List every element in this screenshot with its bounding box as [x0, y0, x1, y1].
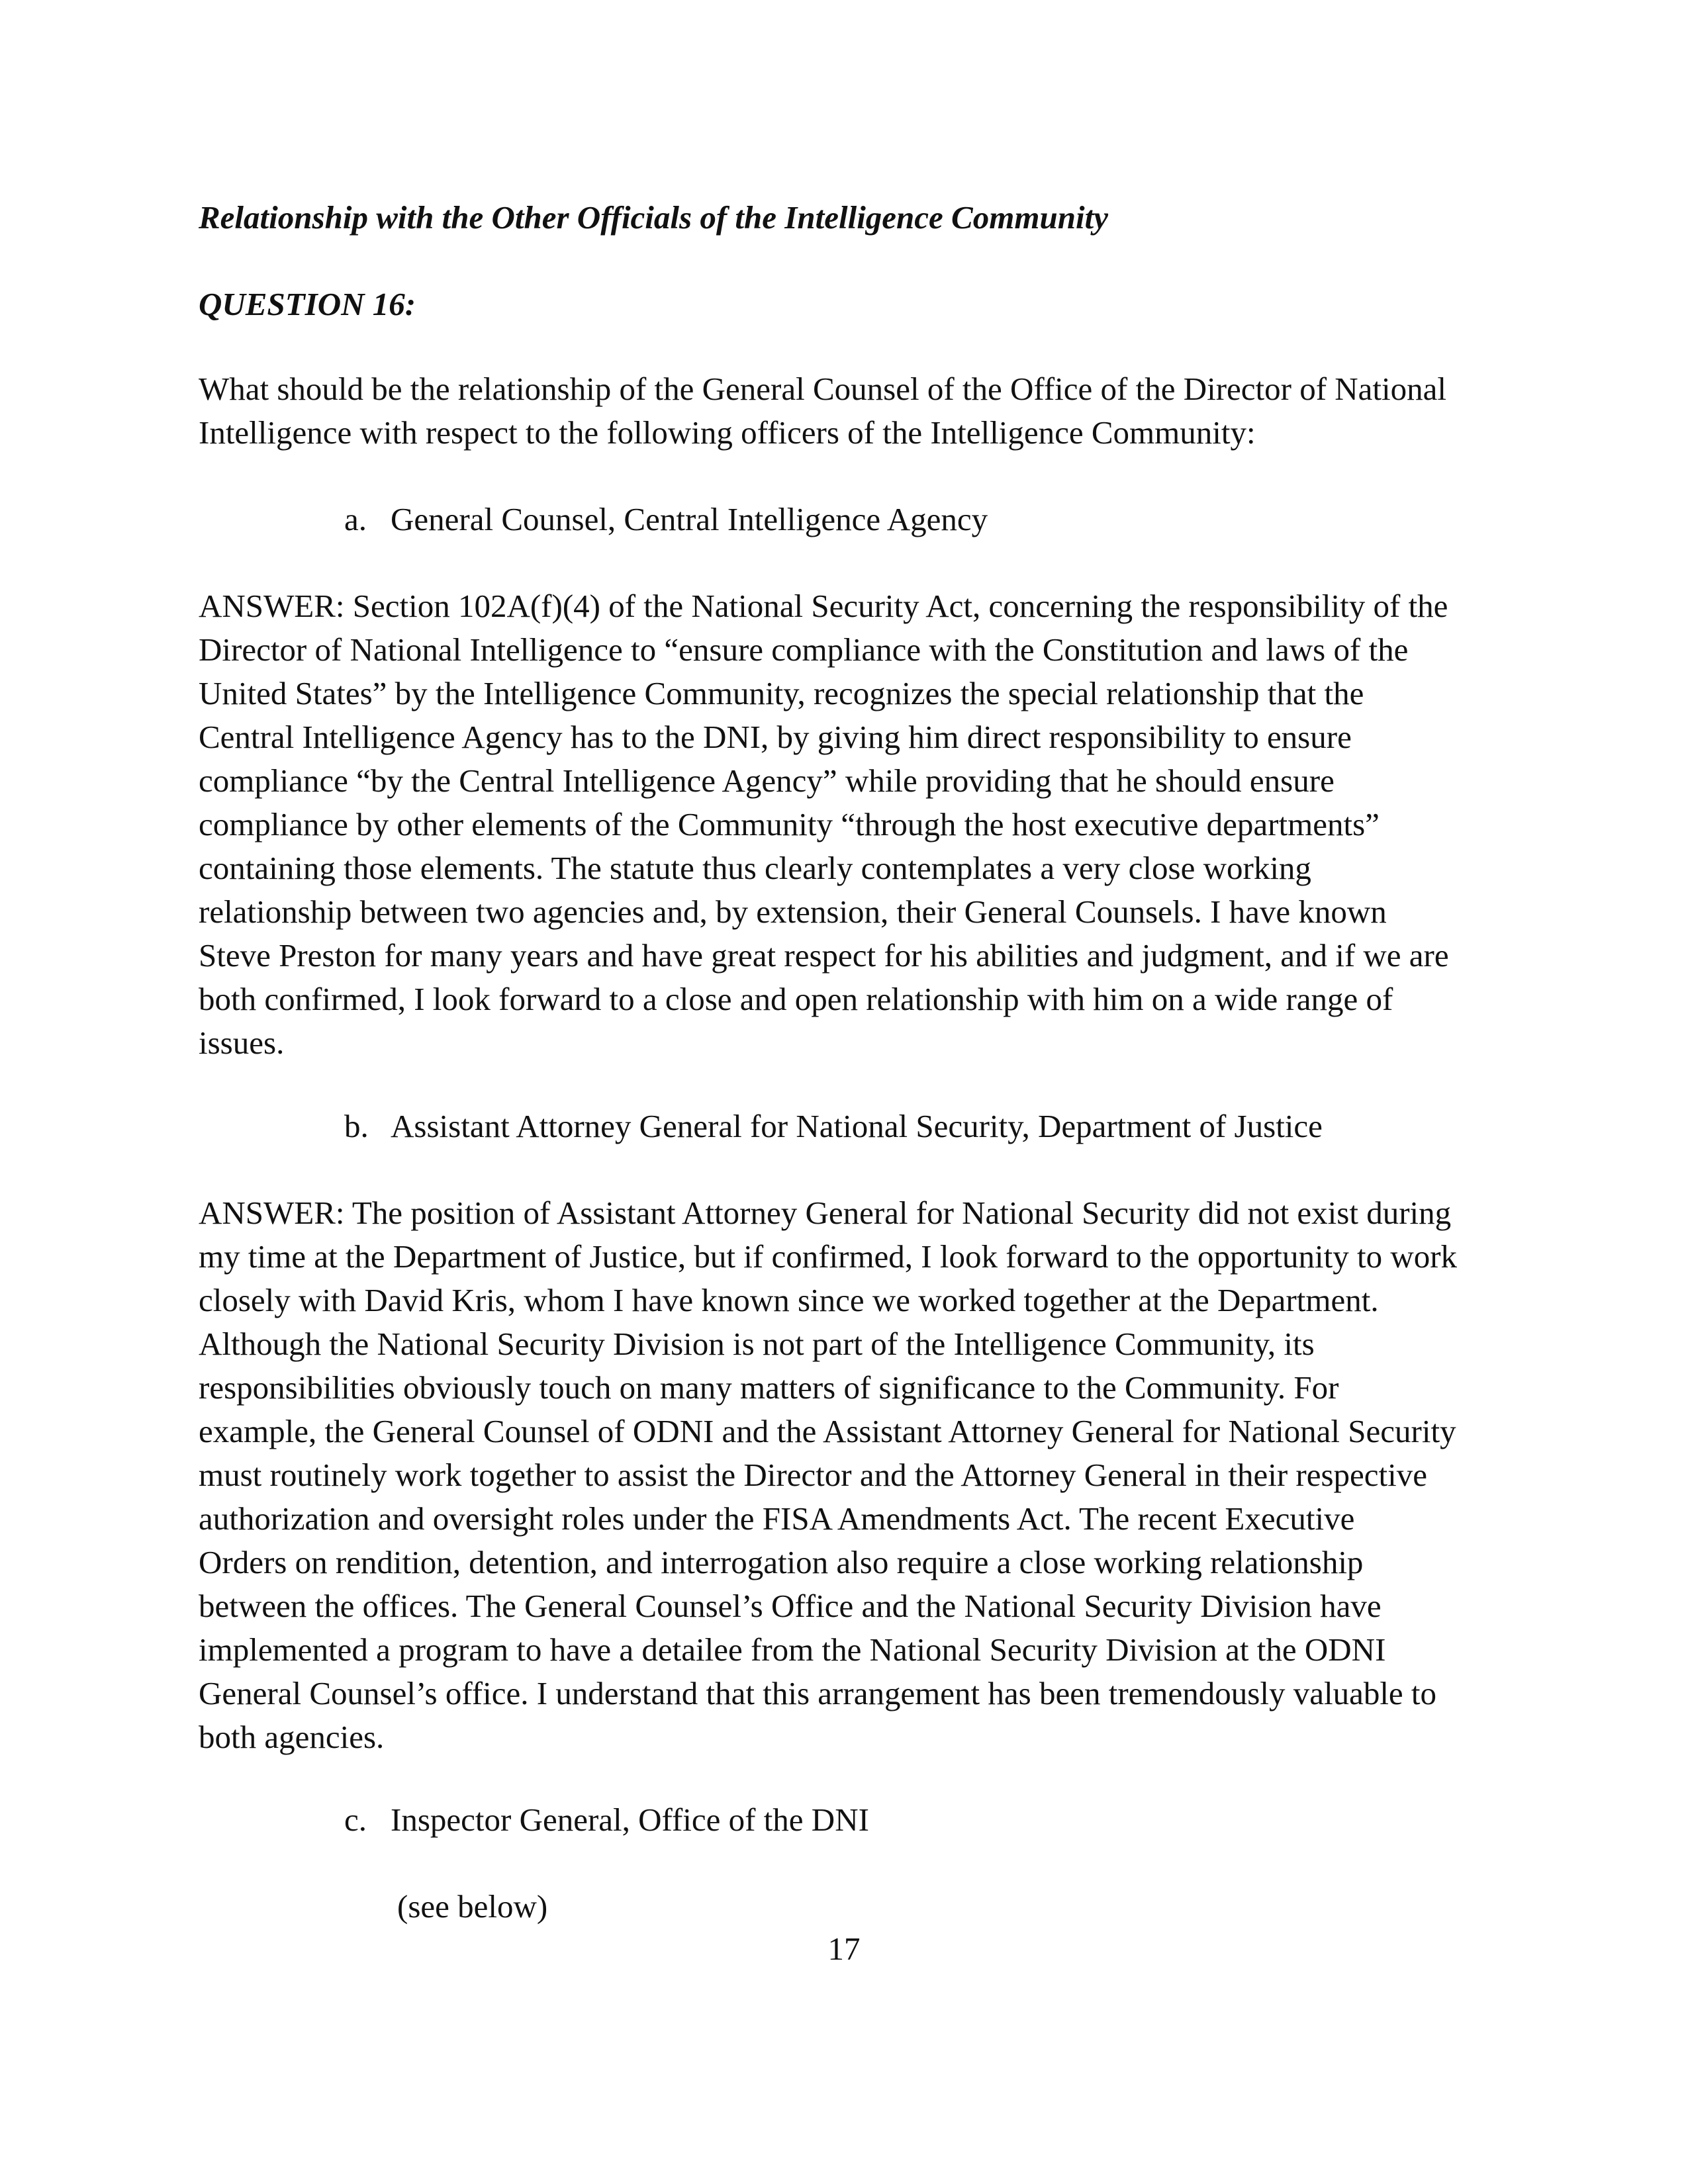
- item-c-letter: c.: [344, 1801, 367, 1838]
- item-b-title: Assistant Attorney General for National Security, Department of Justice: [391, 1108, 1323, 1144]
- answer-a: ANSWER: Section 102A(f)(4) of the National Security Act, concerning the responsibility of the Director of National Intelligence to “ensure compliance with the Constitution and laws of the United States” by the Intelligence Community, recognizes the special relationship that the Central Intelligence Agency has to the DNI, by giving him direct responsibility to ensure compliance “by the Central Intelligence Agency” while providing that he should ensure compliance by other elements of the Community “through the host executive departments” containing those elements. The statute thus clearly contemplates a very close working relationship between two agencies and, by extension, their General Counsels. I have known Steve Preston for many years and have great respect for his abilities and judgment, and if we are both confirmed, I look forward to a close and open relationship with him on a wide range of issues.: [199, 588, 1449, 1061]
- item-a: [344, 498, 988, 541]
- page-number: 17: [827, 1931, 861, 1967]
- item-c-note: (see below): [397, 1888, 548, 1925]
- item-a-title: General Counsel, Central Intelligence Agency: [391, 501, 988, 537]
- item-b: [344, 1105, 1323, 1148]
- item-a-letter: a.: [344, 501, 367, 537]
- item-c-title: Inspector General, Office of the DNI: [391, 1801, 869, 1838]
- question-text: What should be the relationship of the General Counsel of the Office of the Director of National Intelligence with respect to the following officers of the Intelligence Community:: [199, 371, 1446, 451]
- question-label: QUESTION 16:: [199, 286, 416, 322]
- item-c: [344, 1798, 869, 1842]
- answer-b: ANSWER: The position of Assistant Attorney General for National Security did not exist during my time at the Department of Justice, but if confirmed, I look forward to the opportunity to work closely with David Kris, whom I have known since we worked together at the Department. Although the National Security Division is not part of the Intelligence Community, its responsibilities obviously touch on many matters of significance to the Community. For example, the General Counsel of ODNI and the Assistant Attorney General for National Security must routinely work together to assist the Director and the Attorney General in their respective authorization and oversight roles under the FISA Amendments Act. The recent Executive Orders on rendition, detention, and interrogation also require a close working relationship between the offices. The General Counsel’s Office and the National Security Division have implemented a program to have a detailee from the National Security Division at the ODNI General Counsel’s office. I understand that this arrangement has been tremendously valuable to both agencies.: [199, 1195, 1458, 1755]
- section-title: Relationship with the Other Officials of the Intelligence Community: [199, 199, 1108, 236]
- item-b-letter: b.: [344, 1108, 369, 1144]
